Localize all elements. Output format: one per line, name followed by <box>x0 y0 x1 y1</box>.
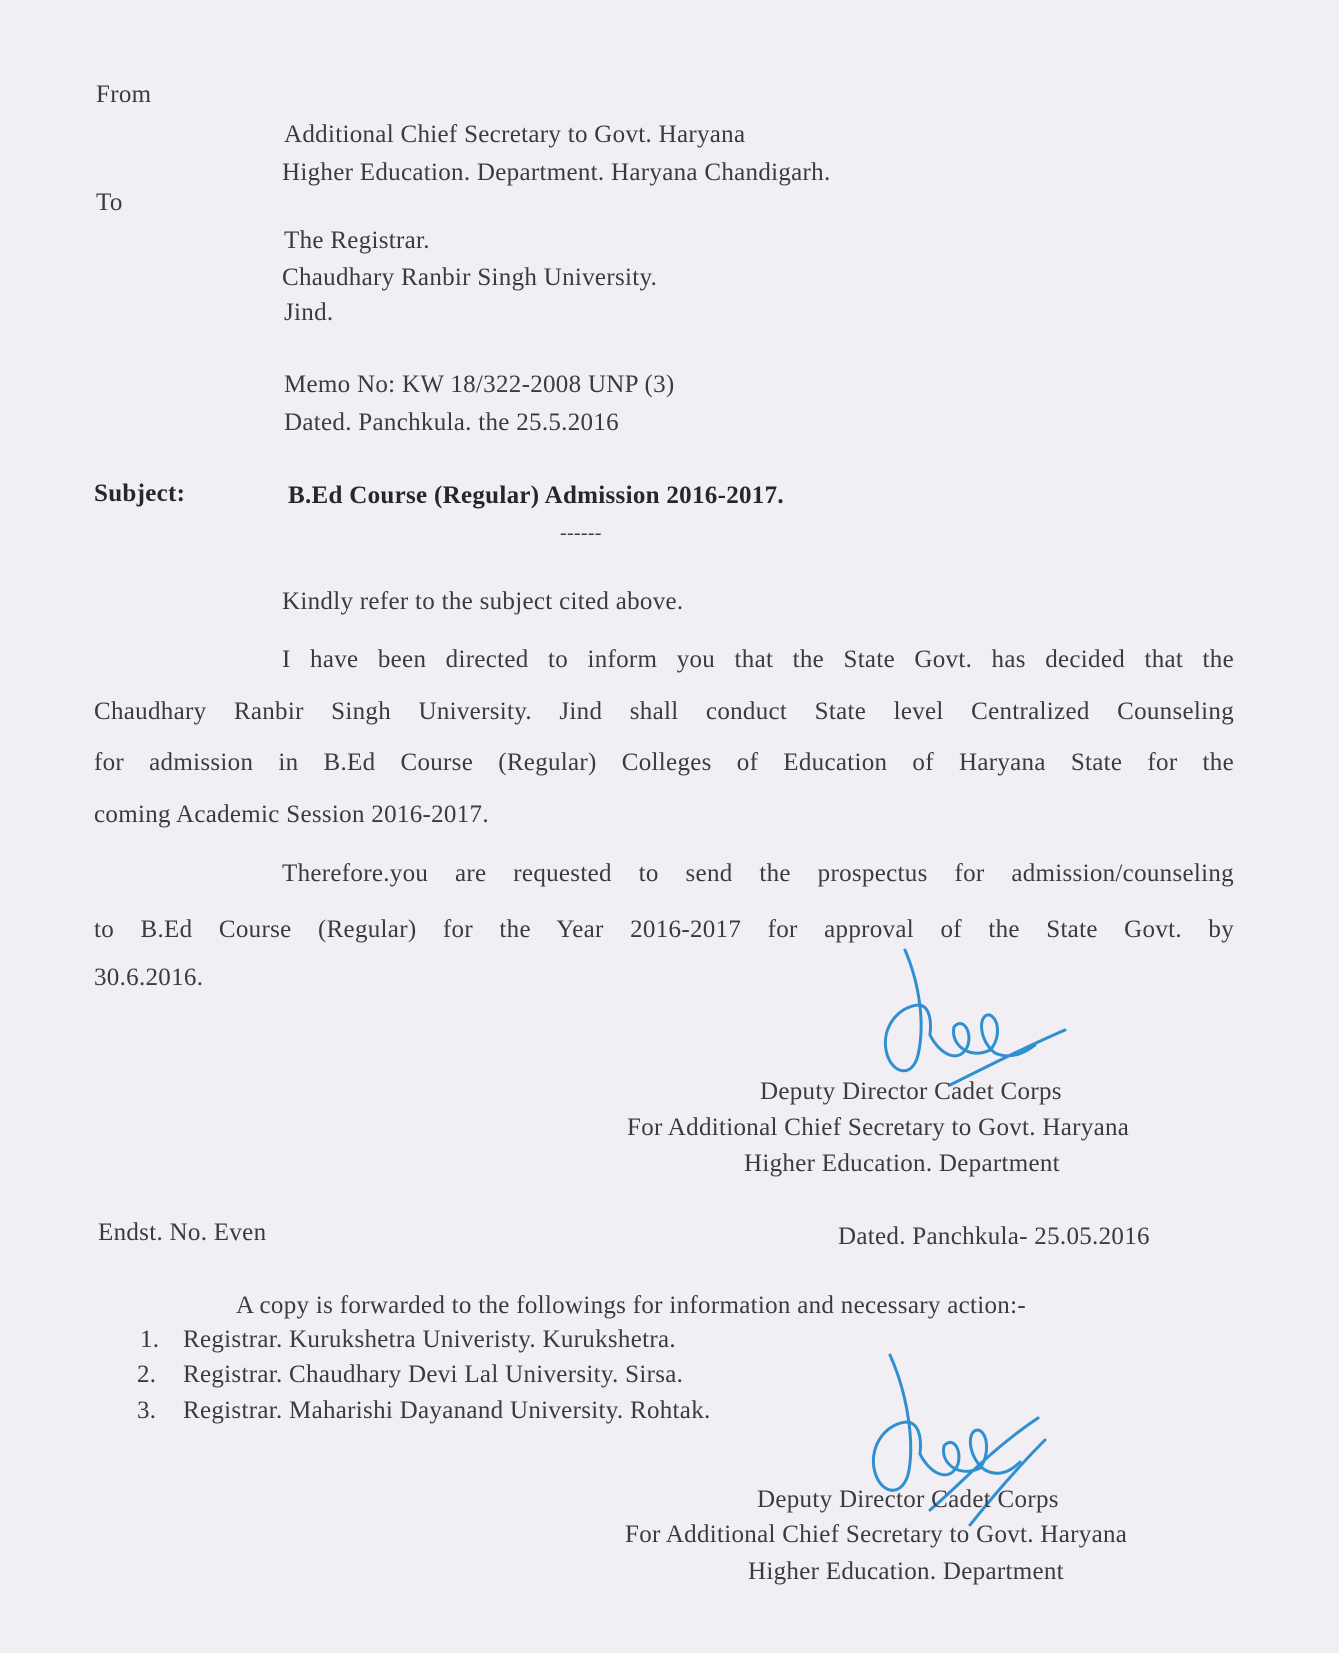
subject-underline: ------ <box>560 522 602 544</box>
body-paragraph-2-line-1: I have been directed to inform you that the State Govt. has decided that the <box>282 646 1234 673</box>
signature-2-line-2: For Additional Chief Secretary to Govt. Haryana <box>625 1521 1128 1548</box>
endorsement-intro: A copy is forwarded to the followings for information and necessary action:- <box>236 1292 1026 1319</box>
endorsement-dated: Dated. Panchkula- 25.05.2016 <box>838 1223 1150 1250</box>
list-item: Registrar. Kurukshetra Univeristy. Kurukshetra. <box>183 1326 676 1353</box>
body-paragraph-1: Kindly refer to the subject cited above. <box>282 588 684 615</box>
body-paragraph-3-line-1: Therefore.you are requested to send the prospectus for admission/counseling <box>282 860 1234 887</box>
subject-label: Subject: <box>94 480 186 507</box>
from-label: From <box>96 81 152 108</box>
from-line-1: Additional Chief Secretary to Govt. Haryana <box>284 121 746 148</box>
memo-dated: Dated. Panchkula. the 25.5.2016 <box>284 409 619 436</box>
to-line-2: Chaudhary Ranbir Singh University. <box>282 264 658 291</box>
from-line-2: Higher Education. Department. Haryana Chandigarh. <box>282 159 831 186</box>
signature-1-line-3: Higher Education. Department <box>744 1150 1060 1177</box>
list-item: Registrar. Chaudhary Devi Lal University. Sirsa. <box>183 1361 684 1388</box>
list-item-number: 1. <box>140 1326 160 1353</box>
to-line-3: Jind. <box>284 299 334 326</box>
to-line-1: The Registrar. <box>284 227 430 254</box>
subject-text: B.Ed Course (Regular) Admission 2016-2017. <box>288 482 784 509</box>
signature-1-line-2: For Additional Chief Secretary to Govt. Haryana <box>627 1114 1130 1141</box>
memo-number: Memo No: KW 18/322-2008 UNP (3) <box>284 371 675 398</box>
list-item: Registrar. Maharishi Dayanand University. Rohtak. <box>183 1397 711 1424</box>
body-paragraph-2-line-2: Chaudhary Ranbir Singh University. Jind shall conduct State level Centralized Counseling <box>94 698 1234 725</box>
endorsement-number: Endst. No. Even <box>98 1219 267 1246</box>
body-paragraph-3-line-2: to B.Ed Course (Regular) for the Year 2016-2017 for approval of the State Govt. by <box>94 916 1234 943</box>
list-item-number: 3. <box>137 1397 157 1424</box>
to-label: To <box>96 189 123 216</box>
signature-2-title: Deputy Director Cadet Corps <box>757 1486 1059 1513</box>
body-paragraph-2-line-4: coming Academic Session 2016-2017. <box>94 801 489 828</box>
body-paragraph-2-line-3: for admission in B.Ed Course (Regular) Colleges of Education of Haryana State for the <box>94 749 1234 776</box>
signature-1-title: Deputy Director Cadet Corps <box>760 1078 1062 1105</box>
list-item-number: 2. <box>137 1361 157 1388</box>
signature-2-line-3: Higher Education. Department <box>748 1558 1064 1585</box>
body-paragraph-3-line-3: 30.6.2016. <box>94 964 204 991</box>
